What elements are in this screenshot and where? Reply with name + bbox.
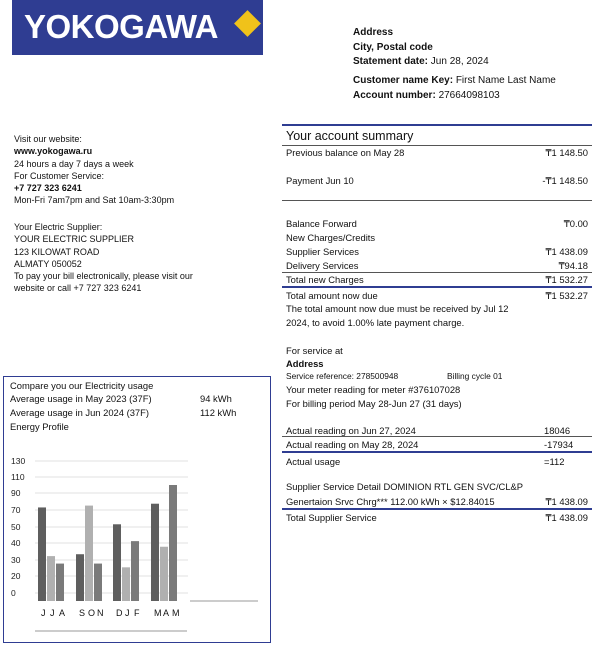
statement-date: Statement date: Jun 28, 2024 [353, 56, 489, 67]
supplier-name: YOUR ELECTRIC SUPPLIER [14, 234, 135, 245]
due-note-1: The total amount now due must be received by Jul 12 [286, 303, 509, 314]
x-tick-label: M [154, 608, 162, 618]
logo-diamond-icon [234, 10, 261, 37]
x-tick-label: A [163, 608, 170, 618]
x-tick-label: N [97, 608, 104, 618]
y-tick-label: 130 [11, 456, 26, 466]
contact-info [14, 133, 174, 207]
y-tick-label: 20 [11, 571, 21, 581]
y-tick-label: 50 [11, 522, 21, 532]
usage-rule [282, 451, 592, 453]
usage-bar [85, 506, 93, 601]
usage-comparison-box [3, 376, 271, 643]
billing-period: For billing period May 28-Jun 27 (31 days) [286, 398, 462, 409]
hours-text: 24 hours a day 7 days a week [14, 158, 134, 169]
usage-bar [47, 556, 55, 601]
delivery-rule [282, 272, 592, 273]
supplier-city: ALMATY 050052 [14, 258, 82, 269]
y-tick-label: 90 [11, 488, 21, 498]
energy-profile-chart [4, 377, 269, 641]
usage-box-title: Compare you our Electricity usage [10, 380, 154, 391]
x-tick-label: M [172, 608, 180, 618]
y-tick-label: 0 [11, 588, 16, 598]
website-label: Visit our website: [14, 134, 82, 144]
address-label: Address [353, 27, 394, 38]
account-number: Account number: 27664098103 [353, 90, 500, 101]
y-tick-label: 110 [11, 472, 25, 482]
office-hours: Mon-Fri 7am7pm and Sat 10am-3:30pm [14, 195, 175, 206]
summary-title: Your account summary [286, 129, 414, 143]
x-tick-label: J [125, 608, 130, 618]
avg-may-label: Average usage in May 2023 (37F) [10, 393, 152, 404]
due-note-2: 2024, to avoid 1.00% late payment charge. [286, 317, 465, 328]
avg-jun-label: Average usage in Jun 2024 (37F) [10, 407, 149, 418]
service-label: For Customer Service: [14, 170, 105, 181]
meter-reading: Your meter reading for meter #376107028 [286, 384, 461, 395]
billing-cycle: Billing cycle 01 [447, 371, 503, 381]
customer-name: Customer name Key: First Name Last Name [353, 74, 556, 86]
phone-number[interactable]: +7 727 323 6241 [14, 183, 82, 194]
y-tick-label: 30 [11, 555, 21, 565]
pay-note-2: website or call +7 727 323 6241 [14, 283, 142, 294]
summary-title-rule [282, 145, 592, 146]
new-charges-label: New Charges/Credits [286, 232, 376, 243]
y-tick-label: 70 [11, 505, 21, 515]
city-label: City, Postal code [353, 41, 433, 53]
detail-line-1: Supplier Service Detail DOMINION RTL GEN SVC/CL&P [286, 481, 524, 492]
logo-wordmark: YOKOGAWA [24, 8, 219, 45]
x-tick-label: F [134, 608, 140, 618]
usage-bar [94, 564, 102, 601]
usage-bar [76, 554, 84, 601]
website-link[interactable]: www.yokogawa.ru [14, 146, 93, 157]
statement-header [353, 26, 556, 104]
detail-rule [282, 508, 592, 510]
for-service-label: For service at [286, 345, 343, 356]
supplier-label: Your Electric Supplier: [14, 222, 103, 232]
usage-bar [169, 485, 177, 601]
payment-rule [282, 200, 592, 201]
x-tick-label: D [116, 608, 123, 618]
usage-bar [56, 564, 64, 601]
usage-bar [38, 507, 46, 601]
yokogawa-logo [12, 0, 263, 55]
usage-bar [160, 547, 168, 601]
x-tick-label: O [88, 608, 96, 618]
supplier-street: 123 KILOWAT ROAD [14, 246, 100, 257]
usage-bar [113, 524, 121, 601]
summary-top-rule [282, 124, 592, 126]
service-address: Address [286, 358, 324, 369]
supplier-info [14, 221, 214, 295]
x-tick-label: J [41, 608, 46, 618]
x-tick-label: A [59, 608, 66, 618]
pay-note-1: To pay your bill electronically, please visit our [14, 271, 193, 282]
reading-rule [282, 436, 592, 437]
x-tick-label: S [79, 608, 86, 618]
energy-profile-label: Energy Profile [10, 421, 69, 432]
x-tick-label: J [50, 608, 55, 618]
service-reference: Service reference: 278500948 [286, 371, 399, 381]
avg-jun-value: 112 kWh [200, 407, 237, 418]
avg-may-value: 94 kWh [200, 393, 232, 404]
usage-bar [151, 504, 159, 601]
total-new-rule [282, 286, 592, 288]
usage-bar [122, 567, 130, 601]
y-tick-label: 40 [11, 538, 21, 548]
usage-bar [131, 541, 139, 601]
